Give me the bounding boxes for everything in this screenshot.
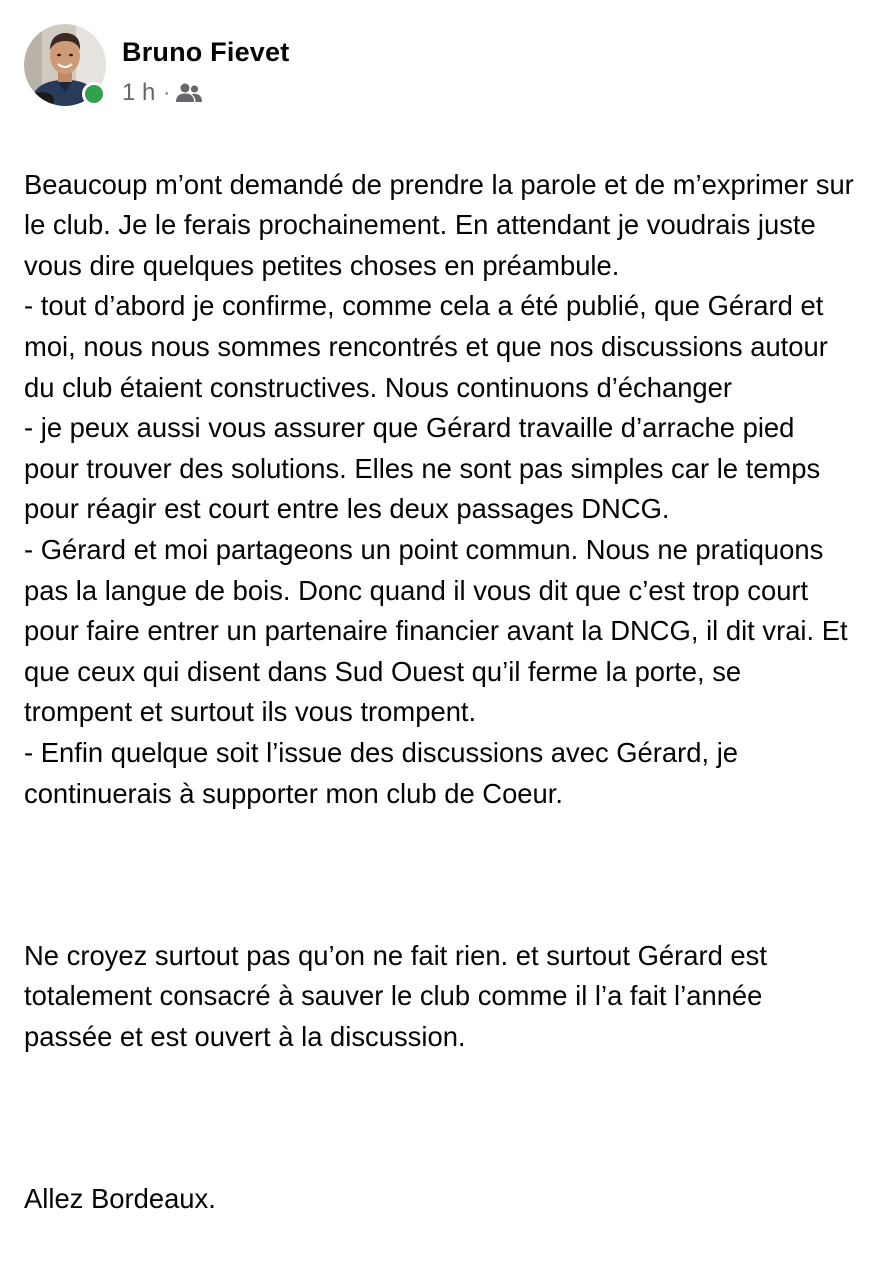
paragraph-spacer: [24, 1098, 854, 1139]
post-header-text: [122, 24, 289, 106]
online-status-indicator: [82, 82, 106, 106]
author-name[interactable]: Bruno Fievet: [122, 37, 290, 67]
post-meta: [122, 80, 289, 106]
friends-icon[interactable]: [176, 82, 202, 104]
post-text: [24, 124, 854, 1261]
post-paragraph: Allez Bordeaux.: [24, 1183, 216, 1215]
meta-separator: ·: [163, 82, 171, 104]
post-header: [24, 24, 289, 108]
post-paragraph: Ne croyez surtout pas qu’on ne fait rien. et surtout Gérard est totalement consacré à sauver le club comme il l’a fait l’année passée et est ouvert à la discussion.: [24, 939, 767, 1053]
post-paragraph: Beaucoup m’ont demandé de prendre la parole et de m’exprimer sur le club. Je le ferais prochainement. En attendant je voudrais juste vous dire quelques petites choses en préambule. - tout d’abord je confirme, comme cela a été publié, que Gérard et moi, nous nous sommes rencontrés et que nos discussions autour du club étaient constructives. Nous continuons d’échanger - je peux aussi vous assurer que Gérard travaille d’arrache pied pour trouver des solutions. Elles ne sont pas simples car le temps pour réagir est court entre les deux passages DNCG. - Gérard et moi partageons un point commun. Nous ne pratiquons pas la langue de bois. Donc quand il vous dit que c’est trop court pour faire entrer un partenaire financier avant la DNCG, il dit vrai. Et que ceux qui disent dans Sud Ouest qu’il ferme la porte, se trompent et surtout ils vous trompent. - Enfin quelque soit l’issue des discussions avec Gérard, je continuerais à supporter mon club de Coeur.: [24, 168, 854, 809]
avatar-container[interactable]: [24, 24, 106, 106]
post-timestamp[interactable]: 1 h: [122, 79, 156, 106]
paragraph-spacer: [24, 855, 854, 896]
